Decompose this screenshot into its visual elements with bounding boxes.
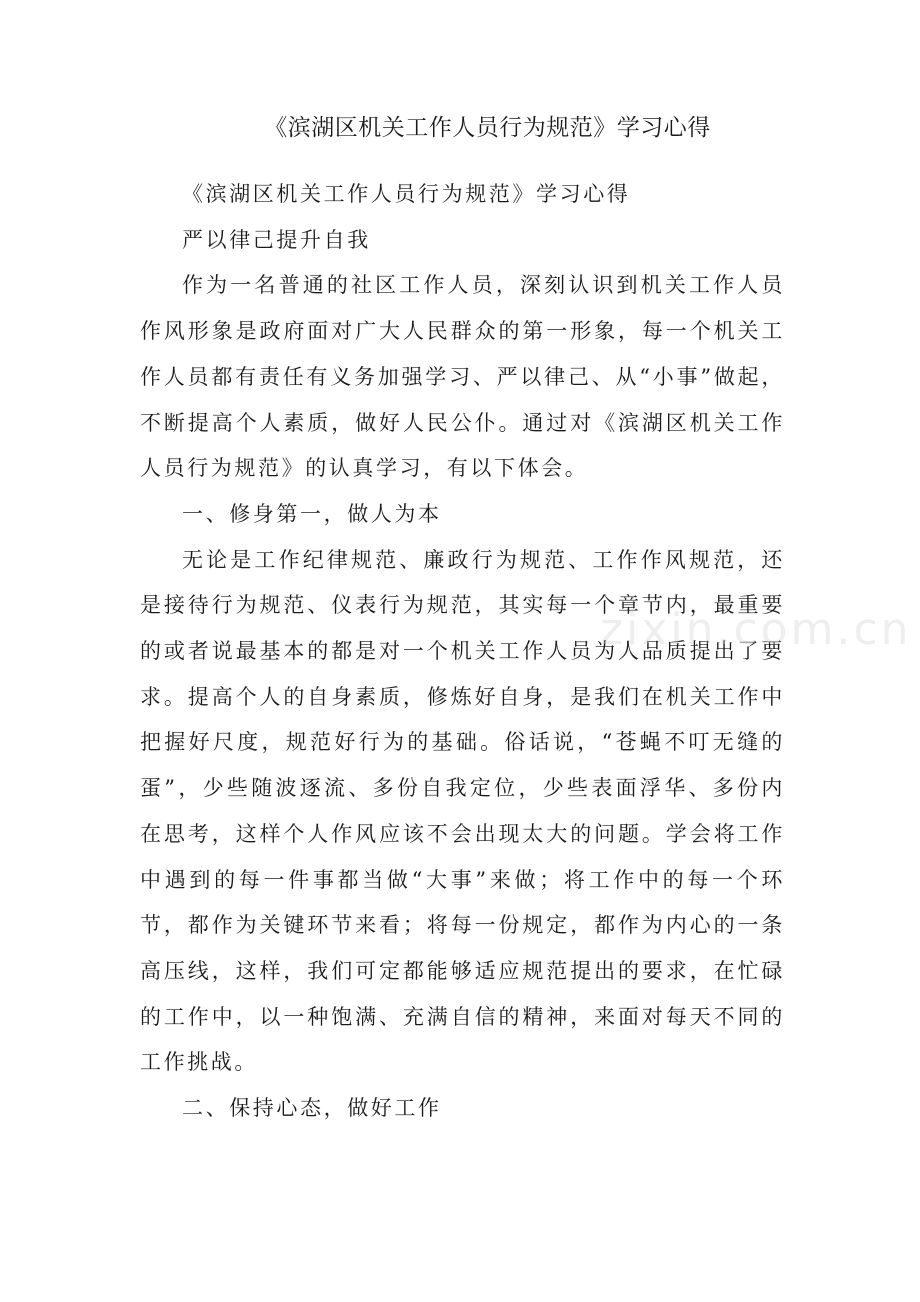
section-heading-1: 一、修身第一，做人为本 <box>182 501 442 526</box>
watermark: zixin.com.cn <box>600 604 912 655</box>
theme-paragraph: 严以律己提升自我 <box>182 227 371 252</box>
intro-paragraph: 作为一名普通的社区工作人员，深刻认识到机关工作人员作风形象是政府面对广大人民群众的第一形象，每一个机关工作人员都有责任有义务加强学习、严以律己、从“小事”做起，不断提高个人素质，做好人民公仆。通过对《滨湖区机关工作人员行为规范》的认真学习，有以下体会。 <box>140 273 785 481</box>
section-paragraph-1: 无论是工作纪律规范、廉政行为规范、工作作风规范，还是接待行为规范、仪表行为规范，其实每一个章节内，最重要的或者说最基本的都是对一个机关工作人员为人品质提出了要求。提高个人的自身素质，修炼好自身，是我们在机关工作中把握好尺度，规范好行为的基础。俗话说，“苍蝇不叮无缝的蛋”，少些随波逐流、多份自我定位，少些表面浮华、多份内在思考，这样个人作风应该不会出现太大的问题。学会将工作中遇到的每一件事都当做“大事”来做；将工作中的每一个环节，都作为关键环节来看；将每一份规定，都作为内心的一条高压线，这样，我们可定都能够适应规范提出的要求，在忙碌的工作中，以一种饱满、充满自信的精神，来面对每天不同的工作挑战。 <box>140 547 785 1075</box>
section-heading-2: 二、保持心态，做好工作 <box>182 1096 442 1121</box>
document-title: 《滨湖区机关工作人员行为规范》学习心得 <box>264 115 711 141</box>
subtitle-paragraph: 《滨湖区机关工作人员行为规范》学习心得 <box>182 182 631 206</box>
